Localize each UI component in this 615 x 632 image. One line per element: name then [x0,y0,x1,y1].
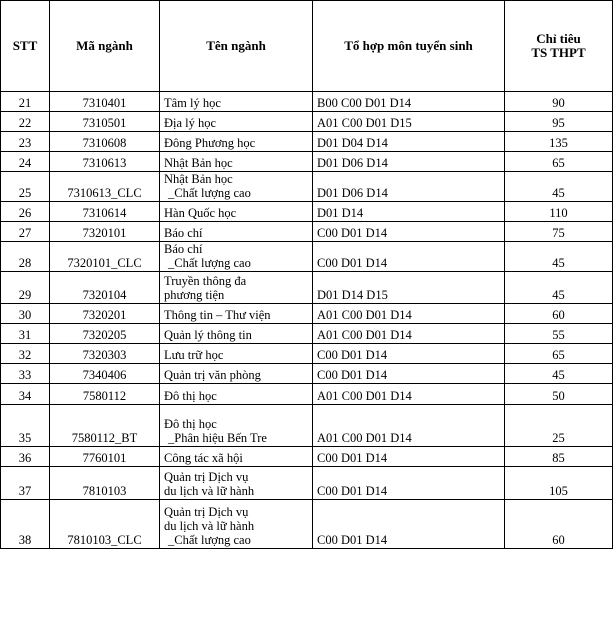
table-row [1,324,613,344]
ten-nganh-line: Đô thị học [164,389,217,403]
cell-stt: 29 [1,272,50,304]
cell-stt: 35 [1,405,50,447]
table-row [1,132,613,152]
cell-ma-nganh: 7320101_CLC [50,242,160,272]
cell-ten-nganh [160,112,313,132]
cell-chi-tieu: 45 [505,364,613,384]
cell-to-hop: A01 C00 D01 D15 [313,112,505,132]
header-to-hop: Tổ hợp môn tuyển sinh [313,1,505,92]
cell-stt: 38 [1,500,50,549]
cell-to-hop: C00 D01 D14 [313,447,505,467]
cell-to-hop: A01 C00 D01 D14 [313,304,505,324]
cell-ma-nganh: 7310613_CLC [50,172,160,202]
table-row [1,500,613,549]
cell-chi-tieu: 135 [505,132,613,152]
ten-nganh-line: Lưu trữ học [164,348,224,362]
table-row [1,92,613,112]
cell-stt: 33 [1,364,50,384]
cell-to-hop: C00 D01 D14 [313,222,505,242]
cell-ma-nganh: 7340406 [50,364,160,384]
header-chi-tieu-line2: TS THPT [531,45,586,60]
table-row [1,242,613,272]
table-row [1,405,613,447]
table-row [1,272,613,304]
cell-stt: 30 [1,304,50,324]
header-ma-nganh: Mã ngành [50,1,160,92]
header-chi-tieu [505,1,613,92]
cell-to-hop: C00 D01 D14 [313,242,505,272]
cell-chi-tieu: 90 [505,92,613,112]
cell-to-hop: C00 D01 D14 [313,500,505,549]
ten-nganh-line: Đông Phương học [164,136,256,150]
cell-ten-nganh [160,202,313,222]
cell-ma-nganh: 7320201 [50,304,160,324]
cell-ten-nganh [160,242,313,272]
ten-nganh-line: Địa lý học [164,116,217,130]
cell-ma-nganh: 7310614 [50,202,160,222]
ten-nganh-line: Quản trị văn phòng [164,368,261,382]
cell-ma-nganh: 7580112_BT [50,405,160,447]
cell-chi-tieu: 95 [505,112,613,132]
ten-nganh-line: du lịch và lữ hành [164,519,255,533]
cell-chi-tieu: 85 [505,447,613,467]
ten-nganh-line: Quản trị Dịch vụ [164,505,249,519]
cell-ma-nganh: 7320104 [50,272,160,304]
ten-nganh-line: Truyền thông đa [164,274,247,288]
ten-nganh-line: phương tiện [164,288,225,302]
cell-ma-nganh: 7320205 [50,324,160,344]
cell-stt: 34 [1,384,50,405]
ten-nganh-line: Báo chí [164,226,203,240]
cell-to-hop: D01 D14 D15 [313,272,505,304]
ten-nganh-line: Báo chí [164,242,203,256]
cell-to-hop: D01 D06 D14 [313,172,505,202]
cell-ten-nganh [160,92,313,112]
table-row [1,222,613,242]
table-row [1,152,613,172]
cell-stt: 31 [1,324,50,344]
cell-to-hop: C00 D01 D14 [313,467,505,500]
ten-nganh-line: Hàn Quốc học [164,206,237,220]
cell-to-hop: A01 C00 D01 D14 [313,324,505,344]
cell-chi-tieu: 65 [505,344,613,364]
header-row [1,1,613,92]
ten-nganh-line: _Chất lượng cao [168,186,251,200]
ten-nganh-line: Tâm lý học [164,96,221,110]
cell-chi-tieu: 110 [505,202,613,222]
cell-chi-tieu: 65 [505,152,613,172]
cell-chi-tieu: 45 [505,272,613,304]
cell-ma-nganh: 7320101 [50,222,160,242]
cell-ma-nganh: 7310401 [50,92,160,112]
cell-stt: 26 [1,202,50,222]
cell-to-hop: A01 C00 D01 D14 [313,384,505,405]
ten-nganh-line: du lịch và lữ hành [164,484,255,498]
cell-chi-tieu: 105 [505,467,613,500]
ten-nganh-line: Thông tin – Thư viện [164,308,271,322]
cell-to-hop: A01 C00 D01 D14 [313,405,505,447]
cell-to-hop: D01 D06 D14 [313,152,505,172]
cell-ma-nganh: 7320303 [50,344,160,364]
cell-chi-tieu: 45 [505,172,613,202]
table-row [1,344,613,364]
cell-chi-tieu: 50 [505,384,613,405]
cell-chi-tieu: 75 [505,222,613,242]
cell-ten-nganh [160,384,313,405]
cell-ten-nganh [160,467,313,500]
cell-stt: 22 [1,112,50,132]
ten-nganh-line: Đô thị học [164,417,217,431]
cell-stt: 37 [1,467,50,500]
cell-ma-nganh: 7760101 [50,447,160,467]
table-row [1,202,613,222]
cell-stt: 23 [1,132,50,152]
ten-nganh-line: Nhật Bản học [164,156,233,170]
cell-stt: 36 [1,447,50,467]
cell-to-hop: D01 D04 D14 [313,132,505,152]
cell-ten-nganh [160,500,313,549]
cell-to-hop: B00 C00 D01 D14 [313,92,505,112]
cell-ten-nganh [160,152,313,172]
table-row [1,364,613,384]
cell-chi-tieu: 45 [505,242,613,272]
ten-nganh-line: _Phân hiệu Bến Tre [168,431,267,445]
cell-ten-nganh [160,272,313,304]
header-chi-tieu-line1: Chỉ tiêu [536,31,581,46]
ten-nganh-line: Công tác xã hội [164,451,243,465]
ten-nganh-line: _Chất lượng cao [168,256,251,270]
cell-to-hop: C00 D01 D14 [313,364,505,384]
table-row [1,384,613,405]
cell-chi-tieu: 60 [505,304,613,324]
cell-ma-nganh: 7580112 [50,384,160,405]
cell-stt: 28 [1,242,50,272]
cell-stt: 27 [1,222,50,242]
header-ten-nganh: Tên ngành [160,1,313,92]
cell-chi-tieu: 60 [505,500,613,549]
cell-stt: 21 [1,92,50,112]
cell-ten-nganh [160,324,313,344]
cell-ten-nganh [160,132,313,152]
cell-ma-nganh: 7310608 [50,132,160,152]
cell-ten-nganh [160,172,313,202]
cell-ten-nganh [160,344,313,364]
cell-ma-nganh: 7810103_CLC [50,500,160,549]
table-row [1,112,613,132]
cell-ten-nganh [160,304,313,324]
table-row [1,467,613,500]
ten-nganh-line: Quản lý thông tin [164,328,252,342]
cell-stt: 24 [1,152,50,172]
cell-ma-nganh: 7310613 [50,152,160,172]
cell-to-hop: C00 D01 D14 [313,344,505,364]
cell-chi-tieu: 55 [505,324,613,344]
cell-stt: 25 [1,172,50,202]
cell-ten-nganh [160,222,313,242]
table-row [1,447,613,467]
ten-nganh-line: Nhật Bản học [164,172,233,186]
cell-ma-nganh: 7310501 [50,112,160,132]
ten-nganh-line: Quản trị Dịch vụ [164,470,249,484]
cell-ma-nganh: 7810103 [50,467,160,500]
cell-ten-nganh [160,447,313,467]
header-stt: STT [1,1,50,92]
table-row [1,172,613,202]
cell-ten-nganh [160,364,313,384]
ten-nganh-line: _Chất lượng cao [168,533,251,547]
cell-ten-nganh [160,405,313,447]
cell-stt: 32 [1,344,50,364]
cell-to-hop: D01 D14 [313,202,505,222]
table-row [1,304,613,324]
cell-chi-tieu: 25 [505,405,613,447]
